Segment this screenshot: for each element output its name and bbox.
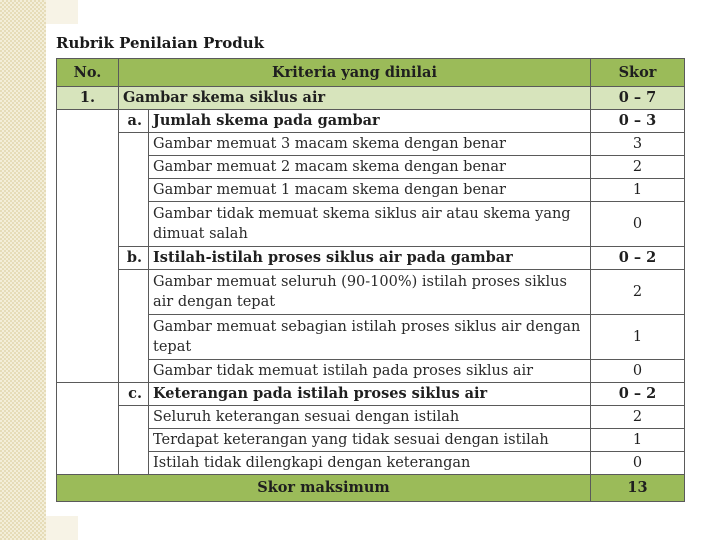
- section-b-letter: b.: [119, 247, 149, 270]
- decorative-side-pattern: [0, 0, 46, 540]
- table-row: [57, 202, 685, 247]
- letter-column-spacer: [119, 270, 149, 383]
- section-a-score: 0 – 3: [591, 110, 685, 133]
- table-row: [57, 315, 685, 360]
- letter-column-spacer: [119, 133, 149, 247]
- criterion-text: Gambar memuat seluruh (90-100%) istilah proses siklus air dengan tepat: [149, 270, 591, 315]
- main-item-row: [57, 87, 685, 110]
- criterion-text: Gambar tidak memuat skema siklus air atau skema yang dimuat salah: [149, 202, 591, 247]
- criterion-text: Gambar memuat 2 macam skema dengan benar: [149, 156, 591, 179]
- table-row: [57, 133, 685, 156]
- table-row: [57, 179, 685, 202]
- table-row: [57, 360, 685, 383]
- criterion-score: 2: [591, 406, 685, 429]
- table-header-row: [57, 59, 685, 87]
- letter-column-spacer: [119, 406, 149, 475]
- total-label: Skor maksimum: [57, 475, 591, 502]
- criterion-score: 1: [591, 315, 685, 360]
- criterion-score: 1: [591, 429, 685, 452]
- header-no: No.: [57, 59, 119, 87]
- criterion-text: Istilah tidak dilengkapi dengan keterangan: [149, 452, 591, 475]
- table-row: [57, 270, 685, 315]
- rubric-table: [56, 58, 685, 502]
- criterion-text: Seluruh keterangan sesuai dengan istilah: [149, 406, 591, 429]
- section-c-label: Keterangan pada istilah proses siklus air: [149, 383, 591, 406]
- criterion-text: Terdapat keterangan yang tidak sesuai dengan istilah: [149, 429, 591, 452]
- criterion-text: Gambar memuat 1 macam skema dengan benar: [149, 179, 591, 202]
- total-score: 13: [591, 475, 685, 502]
- section-b-label: Istilah-istilah proses siklus air pada gambar: [149, 247, 591, 270]
- criterion-score: 3: [591, 133, 685, 156]
- table-row: [57, 406, 685, 429]
- criterion-text: Gambar memuat sebagian istilah proses siklus air dengan tepat: [149, 315, 591, 360]
- no-column-spacer: [57, 247, 119, 383]
- criterion-score: 0: [591, 452, 685, 475]
- section-c-letter: c.: [119, 383, 149, 406]
- no-column-spacer: [57, 110, 119, 247]
- table-row: [57, 156, 685, 179]
- header-kriteria: Kriteria yang dinilai: [119, 59, 591, 87]
- main-item-no: 1.: [57, 87, 119, 110]
- criterion-text: Gambar memuat 3 macam skema dengan benar: [149, 133, 591, 156]
- total-row: [57, 475, 685, 502]
- criterion-score: 2: [591, 270, 685, 315]
- criterion-score: 0: [591, 360, 685, 383]
- main-item-score: 0 – 7: [591, 87, 685, 110]
- section-c-score: 0 – 2: [591, 383, 685, 406]
- criterion-score: 0: [591, 202, 685, 247]
- criterion-score: 2: [591, 156, 685, 179]
- no-column-spacer: [57, 383, 119, 475]
- section-a-row: [57, 110, 685, 133]
- table-row: [57, 452, 685, 475]
- section-c-row: [57, 383, 685, 406]
- main-item-label: Gambar skema siklus air: [119, 87, 591, 110]
- table-row: [57, 429, 685, 452]
- section-b-row: [57, 247, 685, 270]
- criterion-text: Gambar tidak memuat istilah pada proses siklus air: [149, 360, 591, 383]
- criterion-score: 1: [591, 179, 685, 202]
- header-skor: Skor: [591, 59, 685, 87]
- document-title: Rubrik Penilaian Produk: [56, 34, 265, 52]
- section-a-letter: a.: [119, 110, 149, 133]
- section-b-score: 0 – 2: [591, 247, 685, 270]
- section-a-label: Jumlah skema pada gambar: [149, 110, 591, 133]
